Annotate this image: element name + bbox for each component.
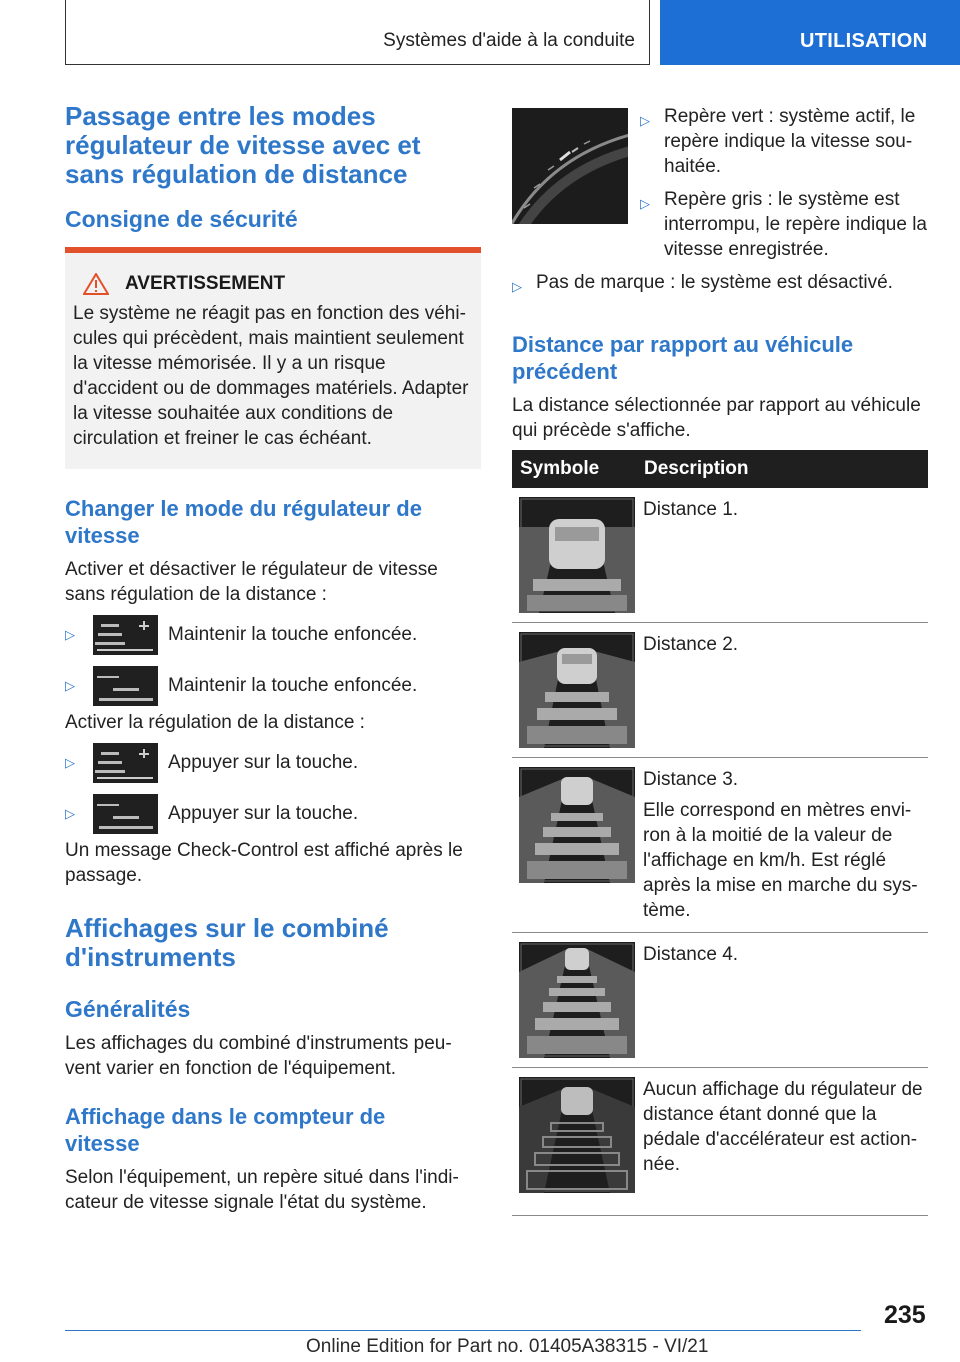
bullet-triangle-icon: ▷: [640, 196, 650, 211]
distance-minus-button-icon: [93, 794, 158, 834]
warning-title: AVERTISSEMENT: [125, 273, 286, 294]
activate-item-text: Appuyer sur la touche.: [168, 752, 359, 773]
page-title: Passage entre les modes régulateur de vitesse avec et sans régulation de distance: [65, 101, 421, 189]
chapter-title: UTILISATION: [800, 30, 928, 52]
marker-bullet: [640, 187, 928, 262]
table-row: [512, 1068, 928, 1216]
distance-plus-button-icon: [93, 743, 158, 783]
distance-heading: Distance par rapport au véhicule précédent: [512, 332, 854, 384]
distance-table: [512, 450, 928, 1216]
speedo-text: Selon l'équipement, un repère situé dans l'indicateur de vitesse signale l'état du système.: [65, 1167, 459, 1213]
table-row: [512, 488, 928, 623]
activate-item: [65, 741, 481, 785]
distance-3-icon: [519, 767, 635, 883]
footer-divider: [65, 1330, 861, 1331]
left-column: [65, 102, 481, 1215]
check-control-text: Un message Check-Control est affiché après le passage.: [65, 840, 463, 886]
distance-plus-button-icon: [93, 615, 158, 655]
change-item: [65, 613, 481, 657]
table-row: [512, 933, 928, 1068]
description-line: Distance 4.: [643, 944, 739, 965]
bullet-triangle-icon: ▷: [65, 678, 75, 693]
symbol-cell: [512, 488, 636, 623]
marker-bullet-text: Repère gris : le système est interrompu, le repère indique la vitesse enregistrée.: [664, 189, 927, 260]
activate-item-text: Appuyer sur la touche.: [168, 803, 359, 824]
change-mode-heading: Changer le mode du régulateur de vitesse: [65, 496, 422, 548]
column-header-symbol: Symbole: [512, 450, 636, 488]
no-mark-bullet: [512, 270, 928, 299]
symbol-cell: [512, 758, 636, 933]
symbol-cell: [512, 933, 636, 1068]
warning-header: [83, 273, 473, 295]
marker-bullet-text: Repère vert : système actif, le repère indique la vitesse souhaitée.: [664, 106, 916, 177]
bullet-triangle-icon: ▷: [512, 279, 522, 294]
change-item-text: Maintenir la touche enfoncée.: [168, 675, 418, 696]
section-title: Systèmes d'aide à la conduite: [383, 30, 635, 51]
distance-2-icon: [519, 632, 635, 748]
change-item-text: Maintenir la touche enfoncée.: [168, 624, 418, 645]
general-heading: Généralités: [65, 996, 191, 1022]
description-line: Elle correspond en mètres environ à la moitié de la valeur de l'affichage en km/h. Est réglé après la mise en marche du système.: [643, 800, 918, 921]
bullet-triangle-icon: ▷: [65, 627, 75, 642]
warning-text: Le système ne réagit pas en fonction des véhicules qui précèdent, mais maintient seulement la vitesse mémorisée. Il y a un risque d'accident ou de dommages matériels. Adapter la vitesse souhaitée aux conditions de circulation et freiner le cas échéant.: [73, 303, 469, 449]
change-item: [65, 664, 481, 708]
activate-intro: Activer la régulation de la distance :: [65, 712, 365, 733]
symbol-cell: [512, 1068, 636, 1216]
description-line: Aucun affichage du régulateur de distance étant donné que la pédale d'accélérateur est actionnée.: [643, 1079, 923, 1175]
distance-1-icon: [519, 497, 635, 613]
change-intro: Activer et désactiver le régulateur de vitesse sans régulation de la distance :: [65, 559, 438, 605]
bullet-triangle-icon: ▷: [640, 113, 650, 128]
distance-4-icon: [519, 942, 635, 1058]
table-header: [512, 450, 928, 488]
description-line: Distance 2.: [643, 634, 739, 655]
page-number: 235: [884, 1301, 926, 1329]
table-row: [512, 623, 928, 758]
speedo-heading: Affichage dans le compteur de vitesse: [65, 1104, 386, 1156]
description-cell: [636, 758, 928, 933]
warning-box: [65, 247, 481, 469]
edition-text: Online Edition for Part no. 01405A38315 - VI/21: [306, 1336, 709, 1357]
description-line: Distance 1.: [643, 499, 739, 520]
distance-minus-button-icon: [93, 666, 158, 706]
bullet-triangle-icon: ▷: [65, 755, 75, 770]
marker-bullet: [640, 104, 928, 179]
description-line: Distance 3.: [643, 769, 739, 790]
no-mark-text: Pas de marque : le système est désactivé.: [536, 272, 893, 293]
bullet-triangle-icon: ▷: [65, 806, 75, 821]
description-cell: [636, 488, 928, 623]
table-row: [512, 758, 928, 933]
description-cell: [636, 933, 928, 1068]
column-header-description: Description: [636, 450, 928, 488]
description-cell: [636, 1068, 928, 1216]
activate-item: [65, 792, 481, 836]
general-text: Les affichages du combiné d'instruments peuvent varier en fonction de l'équipement.: [65, 1033, 452, 1079]
warning-triangle-icon: [83, 273, 109, 295]
symbol-cell: [512, 623, 636, 758]
distance-off-icon: [519, 1077, 635, 1193]
displays-heading: Affichages sur le combiné d'instruments: [65, 913, 389, 972]
speedometer-image: [512, 108, 628, 224]
header-section-box: [65, 0, 650, 65]
distance-intro: La distance sélectionnée par rapport au véhicule qui précède s'affiche.: [512, 395, 921, 441]
safety-heading: Consigne de sécurité: [65, 206, 298, 232]
description-cell: [636, 623, 928, 758]
